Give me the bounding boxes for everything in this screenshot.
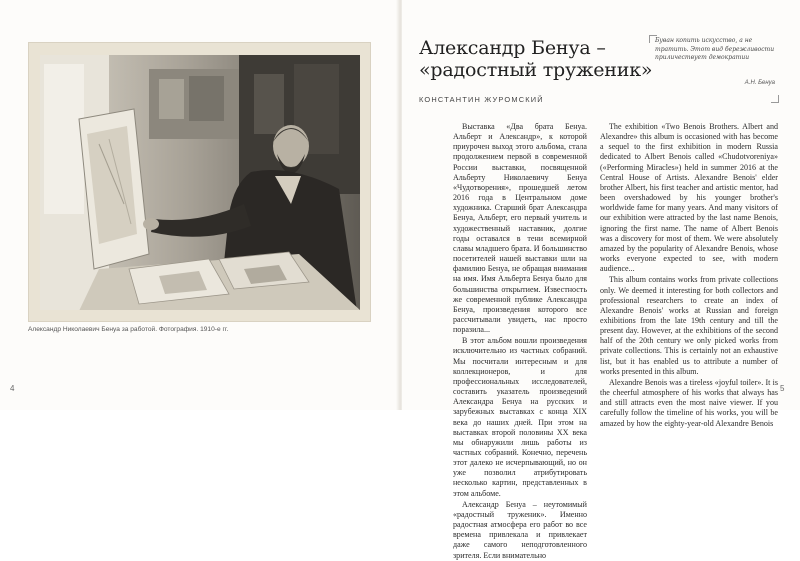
article-title-line-2: «радостный труженик»	[419, 59, 653, 81]
epigraph	[655, 37, 775, 101]
article-author: КОНСТАНТИН ЖУРОМСКИЙ	[419, 95, 544, 104]
english-paragraph: This album contains works from private collections only. We deemed it interesting for both collectors and professional researchers to create an index of Alexandre Benois' works at Russian and foreign exhibitions from the late 19th century and till the present day. However, at the exhibitions of the second half of the 20th century we only picked works from private collections. This is certainly not an exhaustive list, but it has enabled us to attribute a number of works presented in this album.	[600, 275, 778, 376]
english-paragraph: Alexandre Benois was a tireless «joyful toiler». It is the cheerful atmosphere of his works that always has and still attracts even the most naive viewer. If you carefully follow the timeline of his works, you will be amazed by how the eighty-year-old Alexandre Benois	[600, 377, 778, 428]
article-title-line-1: Александр Бенуа –	[419, 37, 606, 59]
photo-caption: Александр Николаевич Бенуа за работой. Фотография. 1910-е гг.	[28, 326, 229, 333]
epigraph-bracket-bottom	[771, 95, 779, 103]
english-paragraph: The exhibition «Two Benois Brothers. Albert and Alexandre» this album is occasioned with has become a sequel to the first exhibition in modern Russia dedicated to Albert Benois called «Chudotvoreniya» («Performing Miracles») held in summer 2016 at the Central House of Artists. Alexandre Benois' elder brother Albert, his first teacher and artistic mentor, had been overshadowed by his younger brother's worldwide fame for many years. And many visitors of our exhibition were attracted by the last name Benois, ignoring the first name. The name of Albert Benois was a discovery for most of them. We were absolutely amazed by the popularity of Alexandre Benois, whose works everyone expected to see, with modern audience...	[600, 122, 778, 274]
left-page	[0, 0, 398, 410]
russian-paragraph: В этот альбом вошли произведения исключительно из частных собраний. Мы посчитали интересным и для коллекционеров, и для профессиональных исследователей, составить указатель произведений Александра Бенуа на русских и зарубежных выставках с конца XIX века до наших дней. При этом на выставках второй половины XX века мы обнаружили лишь работы из частных собраний. Конечно, перечень этот далеко не исчерпывающий, но он уже позволил атрибутировать несколько картин, представленных в этом альбоме.	[453, 336, 587, 498]
russian-paragraph: Александр Бенуа – неутомимый «радостный труженик». Именно радостная атмосфера его работ во все времена привлекала и привлекает даже самого неподготовленного зрителя. Если внимательно	[453, 499, 587, 560]
page-number-left: 4	[10, 384, 15, 393]
article-title	[419, 37, 653, 81]
epigraph-bracket-top	[649, 35, 657, 43]
photo-frame	[28, 42, 371, 322]
page-number-right: 5	[780, 384, 785, 393]
epigraph-author: А.Н. Бенуа	[744, 80, 775, 86]
photo-illustration	[39, 54, 361, 311]
english-text-column	[600, 122, 778, 429]
russian-paragraph: Выставка «Два брата Бенуа. Альберт и Александр», к которой приурочен выход этого альбома, стала продолжением первой в современной России выставки, посвященной Альберту Николаевичу Бенуа «Чудотворения», прошедшей летом 2016 года в Центральном доме художника. Старший брат Александра Бенуа, Альберт, его первый учитель и художественный наставник, долгие годы оставался в тени всемирной славы младшего брата. И большинство посетителей нашей выставки шли на фамилию Бенуа, не обращая внимания на имя. Имя Альберта Бенуа было для большинства открытием. Известность же современной публике Александра Бенуа, произведения которого все рассчитывали увидеть, нас просто поразила...	[453, 122, 587, 335]
epigraph-text: Буван копить искусство, а не тратить. Этот вид бережливости приличествует демократии	[655, 37, 775, 62]
artist-at-work-photo	[39, 54, 361, 311]
russian-text-column	[453, 122, 587, 561]
